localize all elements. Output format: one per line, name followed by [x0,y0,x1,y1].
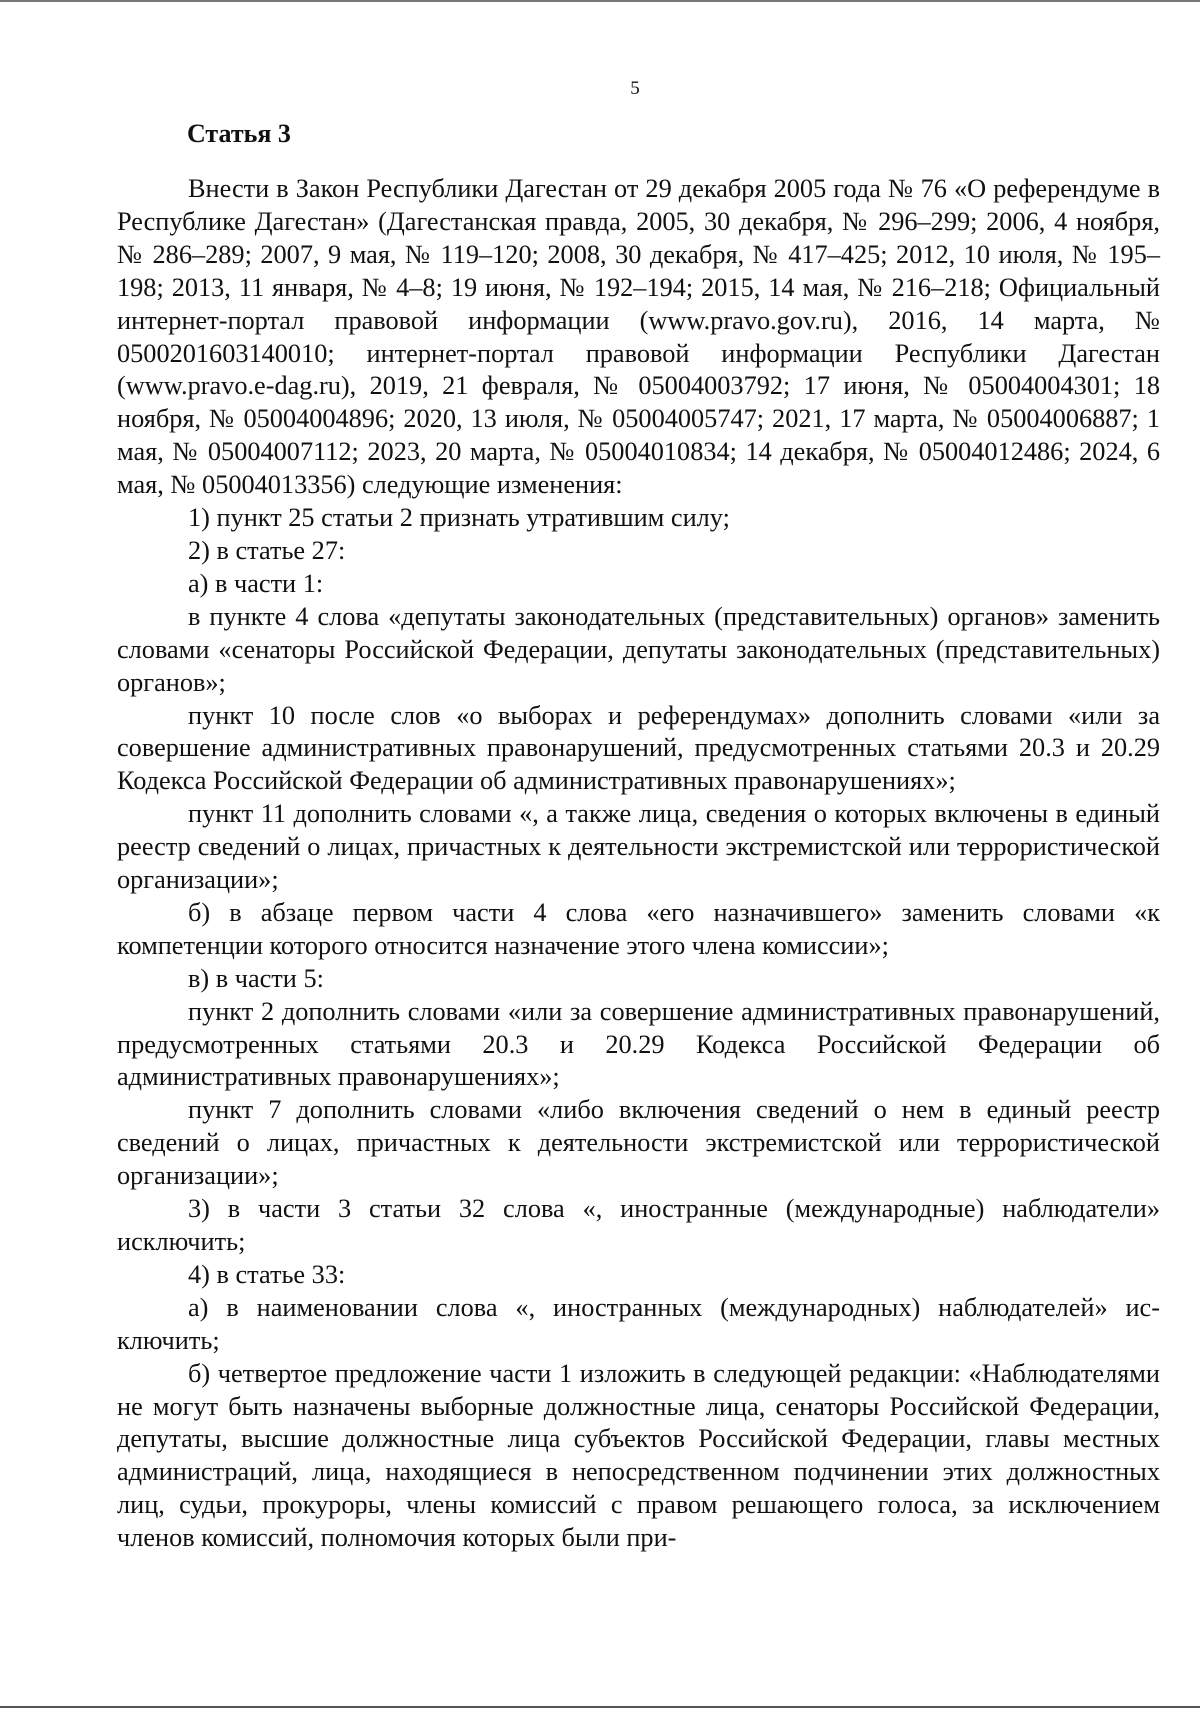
paragraph-item-3: 3) в части 3 статьи 32 слова «, иностранные (международные) наблюдатели» исключить; [117,1194,1160,1256]
paragraph-item-4: 4) в статье 33: [188,1259,346,1289]
paragraph-item-2v: в) в части 5: [188,963,324,993]
paragraph-point-4: в пункте 4 слова «депутаты законодательных (представительных) органов» заменить словами «сенаторы Российской Федерации, депутаты законодательных (представительных) органов»; [117,601,1160,697]
paragraph-item-2b: б) в абзаце первом части 4 слова «его назначившего» заменить словами «к компетенции которого относится назначение этого члена комиссии»; [117,897,1160,960]
scan-edge-bottom [0,1706,1200,1708]
page-number: 5 [630,78,640,99]
paragraph-item-2: 2) в статье 27: [188,535,346,565]
paragraph-intro: Внести в Закон Республики Дагестан от 29 декабря 2005 года № 76 «О референдуме в Республике Дагестан» (Дагестанская правда, 2005, 30 декабря, № 296–299; 2006, 4 ноября, № 286–289; 2007, 9 мая, № 119–120; 2008, 30 декабря, № 417–425; 2012, 10 июля, № 195–198; 2013, 11 января, № 4–8; 19 июня, № 192–194; 2015, 14 мая, № 216–218; Официальный интернет-портал правовой информации (www.pravo.gov.ru), 2016, 14 марта, № 0500201603140010; интернет-портал правовой информации Республики Дагестан (www.pravo.e-dag.ru), 2019, 21 февраля, № 05004003792; 17 июня, № 05004004301; 18 ноября, № 05004004896; 2020, 13 июля, № 05004005747; 2021, 17 марта, № 05004006887; 1 мая, № 05004007112; 2023, 20 марта, № 05004010834; 14 декабря, № 05004012486; 2024, 6 мая, № 05004013356) следующие изменения: [117,174,1160,500]
paragraph-item-1: 1) пункт 25 статьи 2 признать утратившим силу; [188,503,730,533]
scan-edge-top [0,0,1200,2]
article-heading: Статья 3 [187,119,291,148]
paragraph-point-10: пункт 10 после слов «о выборах и референдумах» дополнить словами «или за совершение административных правонарушений, предусмотренных статьями 20.3 и 20.29 Кодекса Российской Федерации об административных правонарушениях»; [117,700,1160,796]
paragraph-item-4a: а) в наименовании слова «, иностранных (международных) наблюдателей» исключить; [117,1292,1160,1355]
paragraph-item-4b: б) четвертое предложение части 1 изложить в следующей редакции: «Наблюдателями не могут быть назначены выборные должностные лица, сенаторы Российской Федерации, депутаты, высшие должностные лица субъектов Российской Федерации, главы местных администраций, лица, находящиеся в непосредственном подчинении этих должностных лиц, судьи, прокуроры, члены комиссий с правом решающего голоса, за исключением членов комиссий, полномочия которых были при- [117,1358,1160,1553]
paragraph-item-2a: а) в части 1: [188,568,324,598]
paragraph-point-11: пункт 11 дополнить словами «, а также лица, сведения о которых включены в единый реестр сведений о лицах, причастных к деятельности экстремистской или террористической организации»; [117,799,1160,895]
paragraph-point-7: пункт 7 дополнить словами «либо включения сведений о нем в единый реестр сведений о лицах, причастных к деятельности экстремистской или террористической организации»; [117,1095,1160,1191]
article-body [117,173,1160,1555]
paragraph-point-2: пункт 2 дополнить словами «или за совершение административных правонарушений, предусмотренных статьями 20.3 и 20.29 Кодекса Российской Федерации об административных правонарушениях»; [117,996,1160,1092]
